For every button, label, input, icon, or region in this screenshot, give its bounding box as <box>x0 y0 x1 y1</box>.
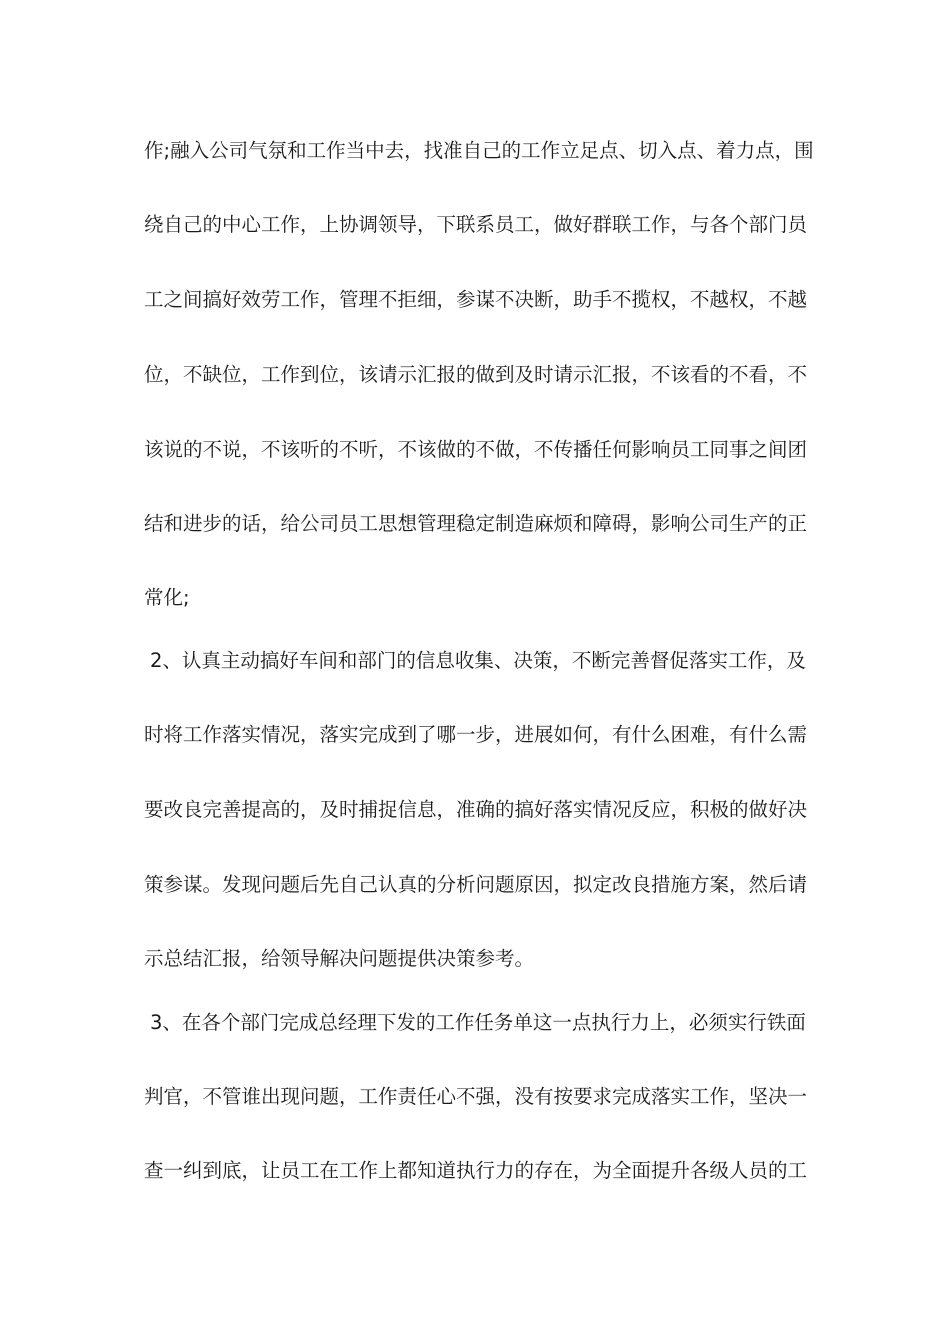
text-line: 时将工作落实情况，落实完成到了哪一步，进展如何，有什么困难，有什么需 <box>144 723 808 746</box>
text-line: 绕自己的中心工作，上协调领导，下联系员工，做好群联工作，与各个部门员 <box>144 213 808 236</box>
text-line: 策参谋。发现问题后先自己认真的分析问题原因，拟定改良措施方案，然后请 <box>144 873 808 896</box>
text-line: 常化; <box>144 586 190 609</box>
text-line: 位，不缺位，工作到位，该请示汇报的做到及时请示汇报，不该看的不看，不 <box>144 363 808 386</box>
text-line: 结和进步的话，给公司员工思想管理稳定制造麻烦和障碍，影响公司生产的正 <box>144 512 808 535</box>
text-line: 作;融入公司气氛和工作当中去，找准自己的工作立足点、切入点、着力点，围 <box>144 139 814 162</box>
text-line: 该说的不说，不该听的不听，不该做的不做，不传播任何影响员工同事之间团 <box>144 438 808 461</box>
list-item-3-start: 3、在各个部门完成总经理下发的工作任务单这一点执行力上，必须实行铁面 <box>150 1011 806 1034</box>
text-line: 判官，不管谁出现问题，工作责任心不强，没有按要求完成落实工作，坚决一 <box>144 1085 808 1108</box>
text-line: 查一纠到底，让员工在工作上都知道执行力的存在，为全面提升各级人员的工 <box>144 1159 808 1182</box>
text-line: 示总结汇报，给领导解决问题提供决策参考。 <box>144 947 535 970</box>
text-line: 要改良完善提高的，及时捕捉信息，准确的搞好落实情况反应，积极的做好决 <box>144 798 808 821</box>
text-line: 工之间搞好效劳工作，管理不拒细，参谋不决断，助手不揽权，不越权，不越 <box>144 288 808 311</box>
list-item-2-start: 2、认真主动搞好车间和部门的信息收集、决策，不断完善督促落实工作，及 <box>150 649 806 672</box>
